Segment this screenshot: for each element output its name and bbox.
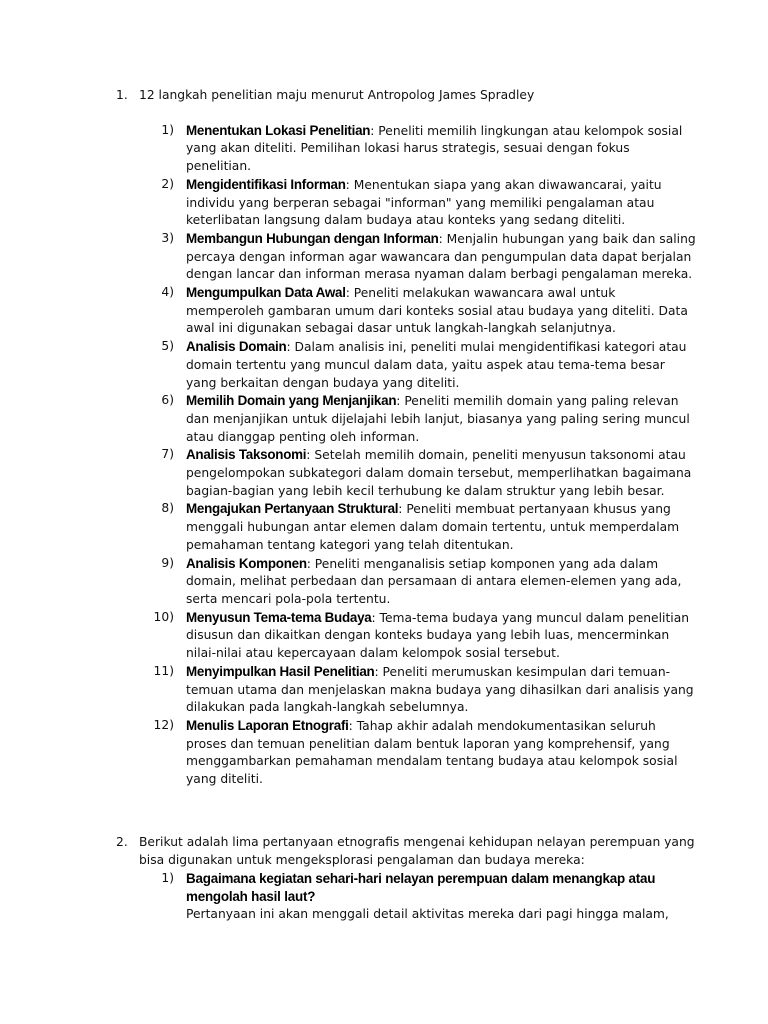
step-number: 8)	[161, 501, 174, 516]
step-item	[116, 338, 696, 392]
step-term: Mengidentifikasi Informan	[186, 176, 346, 192]
step-item	[116, 176, 696, 230]
step-number: 9)	[161, 555, 174, 570]
step-item	[116, 609, 696, 663]
step-description: : Menentukan siapa yang akan diwawancarai, yaitu individu yang berperan sebagai "informan" yang memiliki pengalaman atau keterlibatan langsung dalam budaya atau konteks yang sedang diteliti.	[186, 177, 662, 228]
step-number: 11)	[153, 663, 174, 678]
section-2-heading-row	[116, 834, 696, 869]
step-number: 12)	[153, 717, 174, 732]
step-description: : Peneliti merumuskan kesimpulan dari temuan-temuan utama dan menjelaskan makna budaya yang dihasilkan dari analisis yang dilakukan pada langkah-langkah sebelumnya.	[186, 664, 694, 715]
step-description: : Setelah memilih domain, peneliti menyusun taksonomi atau pengelompokan subkategori dalam domain tersebut, memperlihatkan bagaimana bagian-bagian yang lebih kecil terhubung ke dalam struktur yang lebih besar.	[186, 448, 692, 498]
step-item	[116, 500, 696, 554]
step-description: : Peneliti menganalisis setiap komponen yang ada dalam domain, melihat perbedaan dan persamaan di antara elemen-elemen yang ada, serta mencari pola-pola tertentu.	[186, 556, 682, 606]
step-term: Memilih Domain yang Menjanjikan	[186, 393, 397, 409]
step-term: Menulis Laporan Etnografi	[186, 717, 349, 733]
step-item	[116, 717, 696, 789]
step-term: Analisis Domain	[186, 339, 287, 355]
step-item	[116, 230, 696, 284]
step-number: 7)	[161, 447, 174, 462]
step-number: 2)	[161, 176, 174, 191]
section-1-heading: 12 langkah penelitian maju menurut Antropolog James Spradley	[139, 88, 535, 102]
step-description: : Dalam analisis ini, peneliti mulai mengidentifikasi kategori atau domain tertentu yang muncul dalam data, yaitu aspek atau tema-tema besar yang berkaitan dengan budaya yang diteliti.	[186, 340, 687, 390]
section-1	[116, 87, 696, 789]
step-description: : Tema-tema budaya yang muncul dalam penelitian disusun dan dikaitkan dengan konteks budaya yang lebih luas, mencerminkan nilai-nilai atau kepercayaan dalam kelompok sosial tersebut.	[186, 610, 690, 661]
question-item	[116, 870, 696, 923]
step-description: : Peneliti memilih domain yang paling relevan dan menjanjikan untuk dijelajahi lebih lanjut, biasanya yang paling sering muncul atau dianggap penting oleh informan.	[186, 394, 690, 444]
step-term: Menyimpulkan Hasil Penelitian	[186, 663, 375, 679]
question-text: Bagaimana kegiatan sehari-hari nelayan perempuan dalam menangkap atau mengolah hasil laut?	[186, 871, 656, 905]
step-description: : Menjalin hubungan yang baik dan saling percaya dengan informan agar wawancara dan pengumpulan data dapat berjalan dengan lancar dan informan merasa nyaman dalam berbagi pengalaman mereka.	[186, 231, 696, 282]
step-term: Membangun Hubungan dengan Informan	[186, 230, 439, 246]
question-explanation: Pertanyaan ini akan menggali detail aktivitas mereka dari pagi hingga malam,	[186, 906, 669, 921]
step-number: 1)	[161, 122, 174, 137]
step-description: : Peneliti melakukan wawancara awal untuk memperoleh gambaran umum dari konteks sosial atau budaya yang diteliti. Data awal ini digunakan sebagai dasar untuk langkah-langkah selanjutnya.	[186, 286, 688, 336]
section-1-heading-row	[116, 87, 696, 105]
step-term: Mengajukan Pertanyaan Struktural	[186, 501, 399, 517]
step-description: : Tahap akhir adalah mendokumentasikan seluruh proses dan temuan penelitian dalam bentuk laporan yang komprehensif, yang menggambarkan pemahaman mendalam tentang budaya atau kelompok sosial yang diteliti.	[186, 718, 678, 787]
section-2-number: 2.	[116, 835, 128, 849]
step-description: : Peneliti memilih lingkungan atau kelompok sosial yang akan diteliti. Pemilihan lokasi harus strategis, sesuai dengan fokus penelitian.	[186, 123, 683, 174]
question-number: 1)	[161, 871, 174, 886]
step-term: Analisis Taksonomi	[186, 447, 307, 463]
step-description: : Peneliti membuat pertanyaan khusus yang menggali hubungan antar elemen dalam domain tertentu, untuk memperdalam pemahaman tentang kategori yang telah ditentukan.	[186, 502, 680, 552]
step-item	[116, 122, 696, 176]
section-2	[116, 834, 696, 924]
step-term: Menentukan Lokasi Penelitian	[186, 122, 371, 138]
step-item	[116, 284, 696, 338]
step-term: Mengumpulkan Data Awal	[186, 285, 346, 301]
steps-list	[116, 122, 696, 789]
step-item	[116, 663, 696, 717]
step-term: Analisis Komponen	[186, 555, 307, 571]
questions-list	[116, 870, 696, 923]
step-item	[116, 446, 696, 500]
step-item	[116, 555, 696, 609]
step-term: Menyusun Tema-tema Budaya	[186, 609, 372, 625]
step-number: 3)	[161, 230, 174, 245]
step-number: 6)	[161, 393, 174, 408]
step-number: 5)	[161, 339, 174, 354]
section-1-number: 1.	[116, 88, 128, 102]
step-item	[116, 392, 696, 446]
step-number: 4)	[161, 285, 174, 300]
section-2-heading: Berikut adalah lima pertanyaan etnografis mengenai kehidupan nelayan perempuan yang bisa digunakan untuk mengeksplorasi pengalaman dan budaya mereka:	[139, 835, 695, 867]
step-number: 10)	[153, 609, 174, 624]
